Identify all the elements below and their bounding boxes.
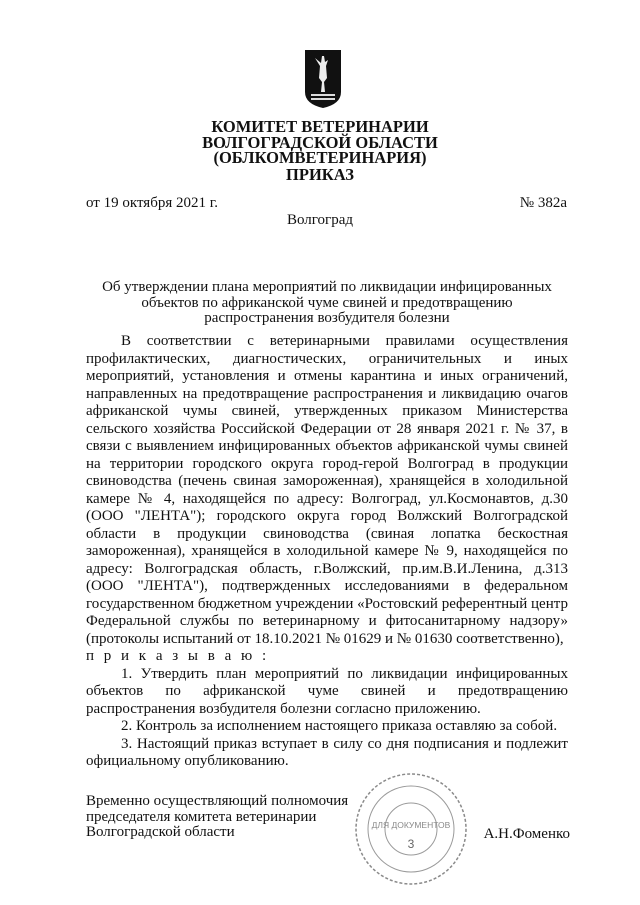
subject-line3: распространения возбудителя болезни <box>204 310 450 326</box>
document-type: ПРИКАЗ <box>286 165 354 184</box>
order-number: № 382а <box>519 195 567 211</box>
order-item-3: 3. Настоящий приказ вступает в силу со дня подписания и подлежит официальному опубликованию. <box>86 735 568 769</box>
official-stamp <box>352 770 470 888</box>
order-item-2: 2. Контроль за исполнением настоящего приказа оставляю за собой. <box>121 718 558 734</box>
preamble-paragraph: В соответствии с ветеринарными правилами осуществления профилактических, диагностических, ограничительных и иных мероприятий, установления и отмены карантина и иных ограничений, направленных на предотвращение распространения и ликвидацию очагов африканской чумы свиней, утвержденных приказом Министерства сельского хозяйства Российской Федерации от 28 января 2021 г. № 37, в связи с выявлением инфицированных объектов африканской чумы свиней на территории городского округа город-герой Волгоград в продукции свиноводства (печень свиная замороженная), хранящейся в холодильной камере № 4, находящейся по адресу: Волгоград, ул.Космонавтов, д.30 (ООО "ЛЕНТА"); городского округа город Волжский Волгоградской области в продукции свиноводства (свиная лопатка бескостная замороженная), хранящейся в холодильной камере № 9, находящейся по адресу: Волгоградская область, г.Волжский, пр.им.В.И.Ленина, д.313 (ООО "ЛЕНТА"), подтвержденных исследованиями в федеральном государственном бюджетном учреждении «Ростовский референтный центр Федеральной службы по ветеринарному и фитосанитарному надзору» (протоколы испытаний от 18.10.2021 № 01629 и № 01630 соответственно), <box>86 333 568 647</box>
order-city: Волгоград <box>286 212 353 228</box>
signer-name: А.Н.Фоменко <box>483 826 570 842</box>
stamp-text: ДЛЯ ДОКУМЕНТОВ <box>371 820 451 830</box>
signer-line3: Волгоградской области <box>86 824 235 840</box>
org-name-line1: КОМИТЕТ ВЕТЕРИНАРИИ <box>211 117 429 136</box>
order-subject <box>86 280 568 327</box>
order-date: от 19 октября 2021 г. <box>86 195 218 211</box>
subject-line1: Об утверждении плана мероприятий по ликвидации инфицированных <box>102 279 552 295</box>
subject-line2: объектов по африканской чуме свиней и предотвращению <box>141 294 513 311</box>
signer-line1: Временно осуществляющий полномочия <box>86 793 349 809</box>
org-name-line2: ВОЛГОГРАДСКОЙ ОБЛАСТИ <box>202 133 438 152</box>
stamp-number: 3 <box>407 837 415 851</box>
order-item-1: 1. Утвердить план мероприятий по ликвидации инфицированных объектов по африканской чуме свиней и предотвращению распространения возбудителя болезни согласно приложению. <box>86 665 568 717</box>
coat-of-arms-icon <box>303 48 343 110</box>
order-word: п р и к а з ы в а ю : <box>86 648 270 664</box>
order-body <box>86 333 568 771</box>
signer-position <box>86 794 348 841</box>
signer-line2: председателя комитета ветеринарии <box>86 808 317 825</box>
org-name-line3: (ОБЛКОМВЕТЕРИНАРИЯ) <box>213 148 427 167</box>
